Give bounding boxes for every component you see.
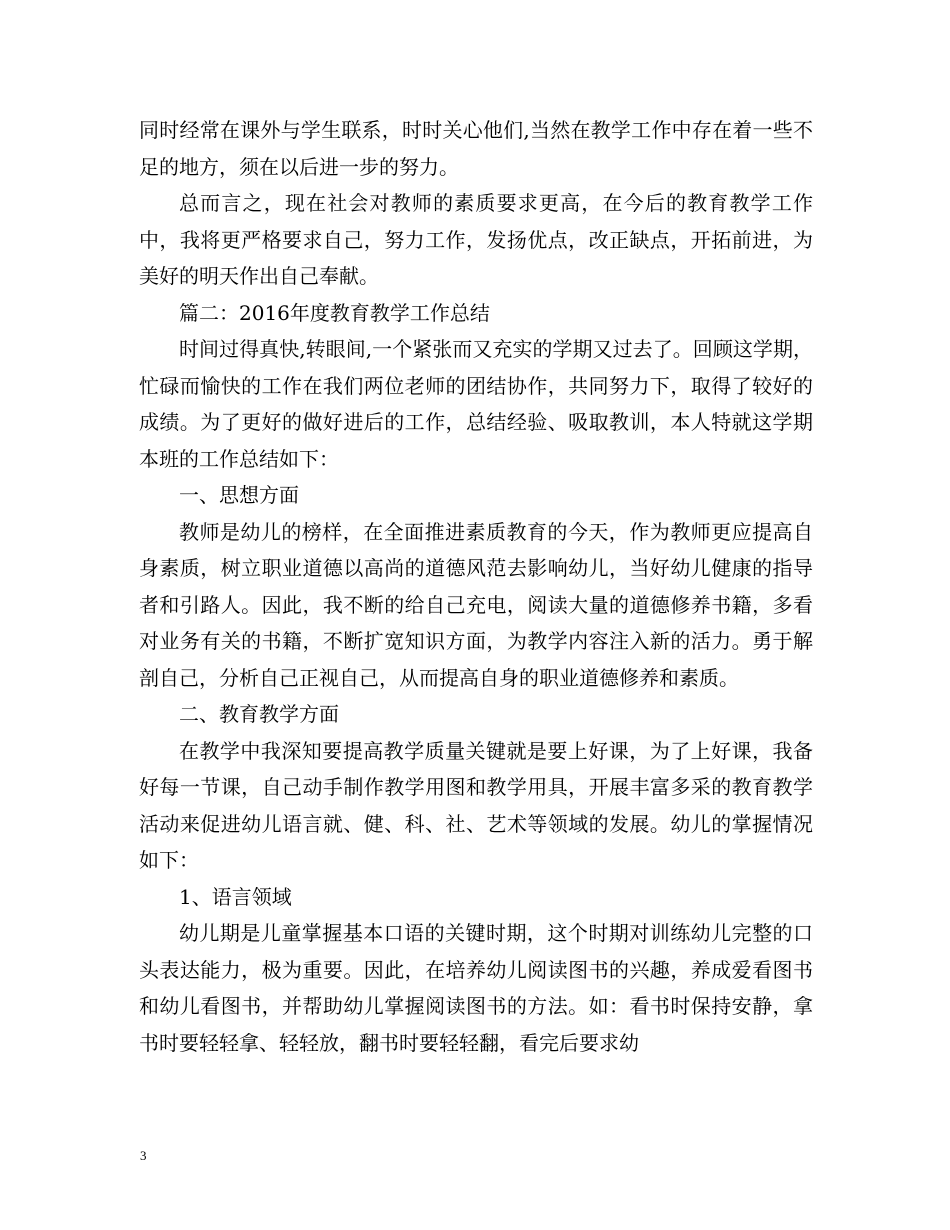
section-title-part-two: 篇二：2016年度教育教学工作总结	[179, 300, 490, 325]
heading-ideology: 一、思想方面	[179, 483, 299, 507]
heading-language-domain: 1、语言领域	[179, 884, 292, 909]
paragraph-continued: 同时经常在课外与学生联系，时时关心他们,当然在教学工作中存在着一些不足的地方，须在以后进一步的努力。	[139, 118, 813, 179]
paragraph-summary: 总而言之，现在社会对教师的素质要求更高，在今后的教育教学工作中，我将更严格要求自己，努力工作，发扬优点，改正缺点，开拓前进，为美好的明天作出自己奉献。	[139, 191, 813, 288]
document-body	[139, 112, 813, 1061]
paragraph-language-domain: 幼儿期是儿童掌握基本口语的关键时期，这个时期对训练幼儿完整的口头表达能力，极为重要。因此，在培养幼儿阅读图书的兴趣，养成爱看图书和幼儿看图书，并帮助幼儿掌握阅读图书的方法。如：看书时保持安静，拿书时要轻轻拿、轻轻放，翻书时要轻轻翻，看完后要求幼	[139, 921, 813, 1055]
paragraph-intro: 时间过得真快,转眼间,一个紧张而又充实的学期又过去了。回顾这学期，忙碌而愉快的工作在我们两位老师的团结协作，共同努力下，取得了较好的成绩。为了更好的做好进后的工作，总结经验、吸取教训，本人特就这学期本班的工作总结如下：	[139, 337, 813, 471]
paragraph-teaching: 在教学中我深知要提高教学质量关键就是要上好课，为了上好课，我备好每一节课，自己动手制作教学用图和教学用具，开展丰富多采的教育教学活动来促进幼儿语言就、健、科、社、艺术等领域的发展。幼儿的掌握情况如下：	[139, 738, 813, 872]
page-number: 3	[140, 1148, 147, 1163]
paragraph-ideology: 教师是幼儿的榜样，在全面推进素质教育的今天，作为教师更应提高自身素质，树立职业道德以高尚的道德风范去影响幼儿，当好幼儿健康的指导者和引路人。因此，我不断的给自己充电，阅读大量的道德修养书籍，多看对业务有关的书籍，不断扩宽知识方面，为教学内容注入新的活力。勇于解剖自己，分析自己正视自己，从而提高自身的职业道德修养和素质。	[139, 519, 813, 690]
heading-teaching: 二、教育教学方面	[179, 702, 339, 726]
